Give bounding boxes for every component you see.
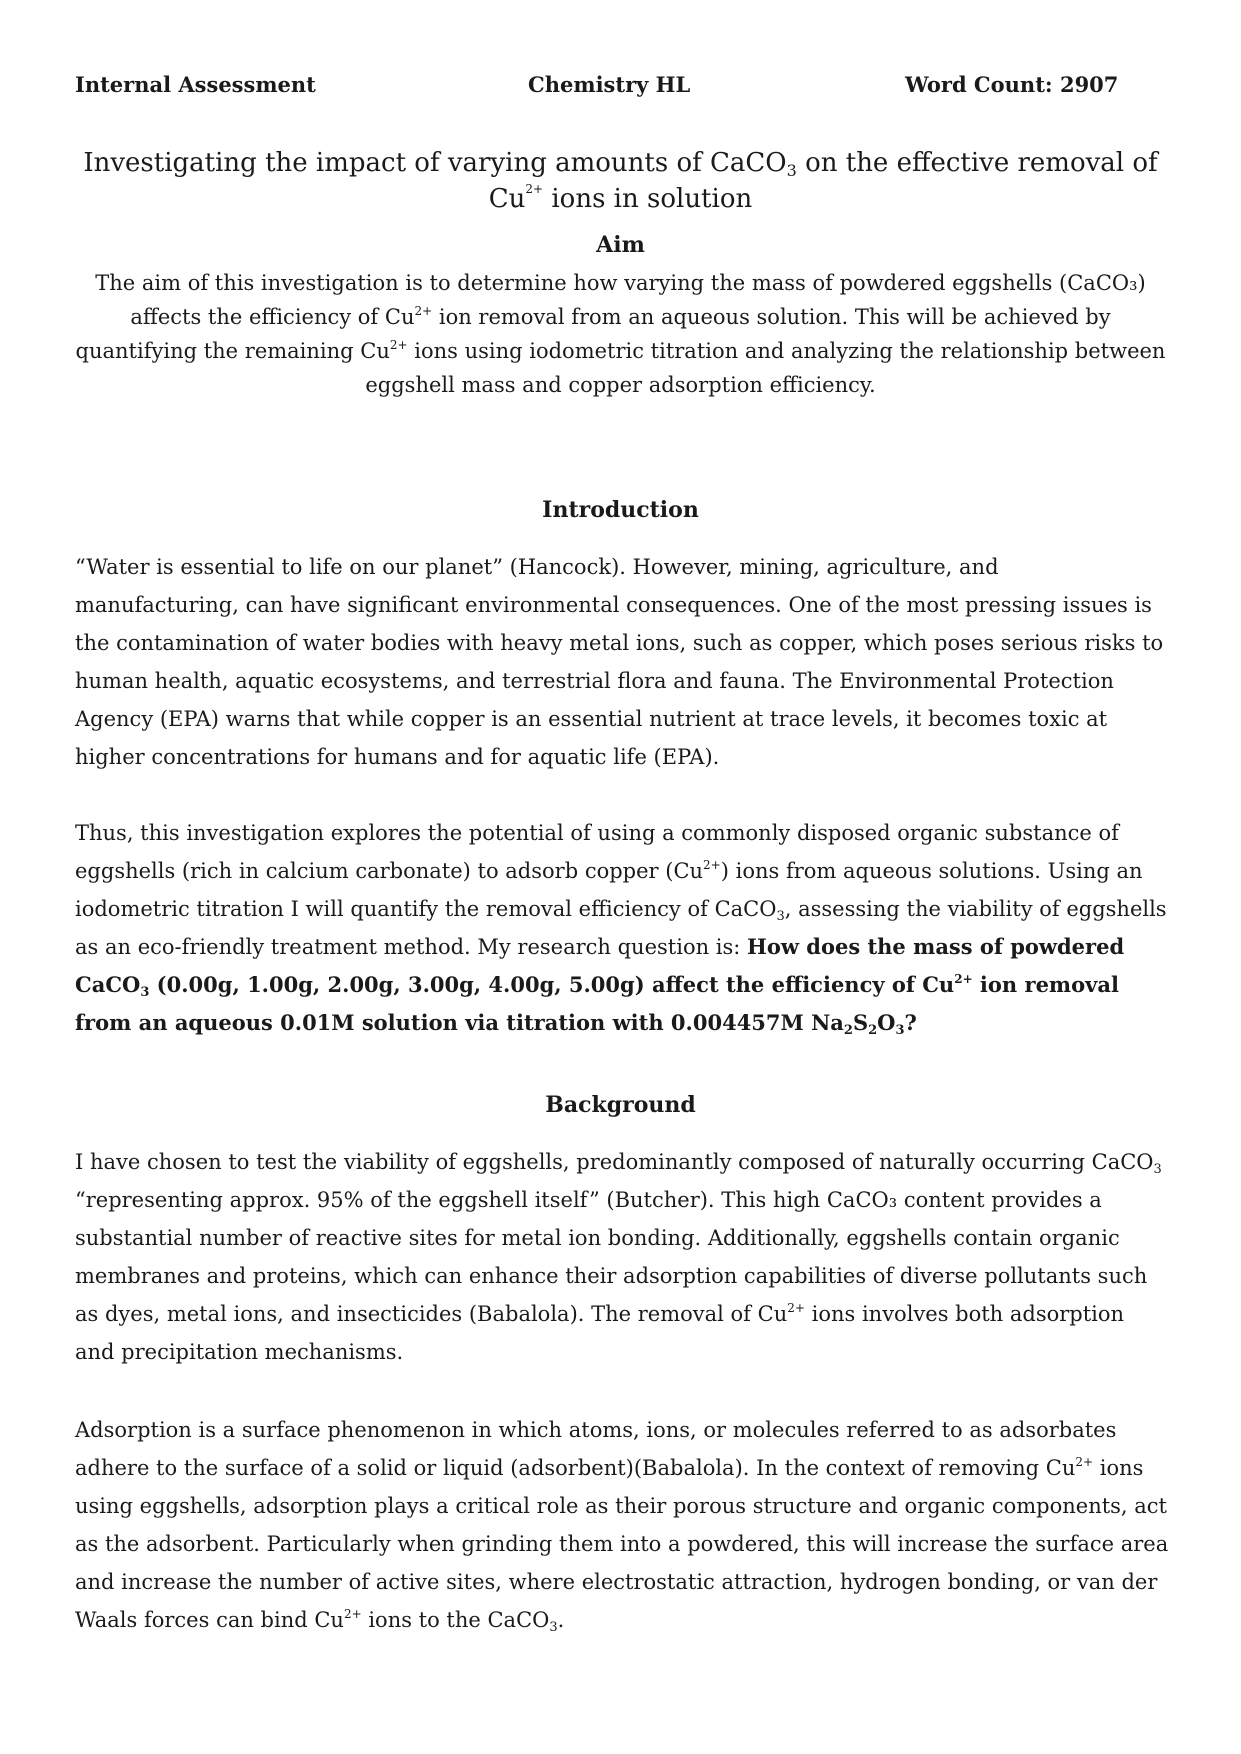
title-text: Investigating the impact of varying amounts of CaCO xyxy=(83,148,787,178)
background-superscript: 2+ xyxy=(787,1301,805,1315)
rq-text: (0.00g, 1.00g, 2.00g, 3.00g, 4.00g, 5.00g) affect the efficiency of Cu xyxy=(149,972,955,997)
rq-text: ion removal from an aqueous 0.01M solution via titration with 0.004457M Na xyxy=(75,972,1119,1035)
rq-subscript: 2 xyxy=(843,1023,853,1038)
header-label-assessment: Internal Assessment xyxy=(75,72,316,97)
background-text: ions involves both adsorption and precipitation mechanisms. xyxy=(75,1302,1125,1364)
document-title xyxy=(60,145,1181,217)
background-text: ions to the CaCO xyxy=(361,1608,550,1632)
intro-text: ) ions from aqueous solutions. Using an iodometric titration I will quantify the removal efficiency of CaCO xyxy=(75,859,1143,921)
aim-text: ions using iodometric titration and analyzing the relationship between eggshell mass and copper adsorption efficiency. xyxy=(365,339,1166,397)
aim-text: ion removal from an aqueous solution. This will be achieved by quantifying the remaining Cu xyxy=(75,305,1111,363)
background-heading: Background xyxy=(545,1092,696,1118)
rq-subscript: 3 xyxy=(140,985,150,1000)
background-subscript: 3 xyxy=(549,1620,558,1635)
background-text: I have chosen to test the viability of eggshells, predominantly composed of naturally occurring CaCO xyxy=(75,1150,1154,1174)
introduction-paragraph-2 xyxy=(75,814,1167,1042)
title-text: ions in solution xyxy=(543,184,753,214)
aim-superscript: 2+ xyxy=(389,338,408,352)
background-superscript: 2+ xyxy=(343,1607,362,1621)
rq-text: S xyxy=(852,1010,869,1035)
background-text: . xyxy=(557,1608,565,1632)
header-label-subject: Chemistry HL xyxy=(528,72,691,97)
intro-text: Thus, this investigation explores the potential of using a commonly disposed organic substance of eggshells (rich in calcium carbonate) to adsorb copper (Cu xyxy=(75,821,1119,883)
aim-heading: Aim xyxy=(596,232,645,258)
background-paragraph-1 xyxy=(75,1143,1167,1371)
intro-text: , assessing the viability of eggshells as an eco-friendly treatment method. My research question is: xyxy=(75,897,1167,959)
intro-superscript: 2+ xyxy=(703,858,721,872)
rq-text: How does the mass of powdered CaCO xyxy=(75,934,1125,997)
title-text: on the effective removal of Cu xyxy=(488,148,1158,214)
rq-subscript: 3 xyxy=(895,1023,905,1038)
aim-text: The aim of this investigation is to determine how varying the mass of powdered eggshells (CaCO₃) affects the efficiency of Cu xyxy=(95,271,1146,329)
intro-subscript: 3 xyxy=(776,909,785,924)
rq-superscript: 2+ xyxy=(954,972,973,986)
title-subscript: 3 xyxy=(786,161,797,180)
rq-text: O xyxy=(877,1010,896,1035)
background-superscript: 2+ xyxy=(1075,1455,1094,1469)
introduction-paragraph-1: “Water is essential to life on our planet” (Hancock). However, mining, agriculture, and manufacturing, can have significant environmental consequences. One of the most pressing issues is the contamination of water bodies with heavy metal ions, such as copper, which poses serious risks to human health, aquatic ecosystems, and terrestrial flora and fauna. The Environmental Protection Agency (EPA) warns that while copper is an essential nutrient at trace levels, it becomes toxic at higher concentrations for humans and for aquatic life (EPA). xyxy=(75,555,1164,769)
rq-text: ? xyxy=(904,1010,917,1035)
background-text: Adsorption is a surface phenomenon in which atoms, ions, or molecules referred to as adsorbates adhere to the surface of a solid or liquid (adsorbent)(Babalola). In the context of removing Cu xyxy=(75,1418,1117,1480)
rq-subscript: 2 xyxy=(868,1023,878,1038)
header-word-count: Word Count: 2907 xyxy=(905,72,1119,97)
aim-paragraph xyxy=(68,266,1173,402)
background-text: ions using eggshells, adsorption plays a critical role as their porous structure and organic components, act as the adsorbent. Particularly when grinding them into a powdered, this will increase the surface area and increase the number of active sites, where electrostatic attraction, hydrogen bonding, or van der Waals forces can bind Cu xyxy=(75,1456,1169,1632)
aim-superscript: 2+ xyxy=(414,304,433,318)
introduction-heading: Introduction xyxy=(542,497,699,523)
title-superscript: 2+ xyxy=(525,182,544,196)
background-subscript: 3 xyxy=(1153,1162,1162,1177)
background-paragraph-2 xyxy=(75,1411,1173,1639)
background-text: “representing approx. 95% of the eggshell itself” (Butcher). This high CaCO₃ content provides a substantial number of reactive sites for metal ion bonding. Additionally, eggshells contain organic membranes and proteins, which can enhance their adsorption capabilities of diverse pollutants such as dyes, metal ions, and insecticides (Babalola). The removal of Cu xyxy=(75,1188,1148,1326)
